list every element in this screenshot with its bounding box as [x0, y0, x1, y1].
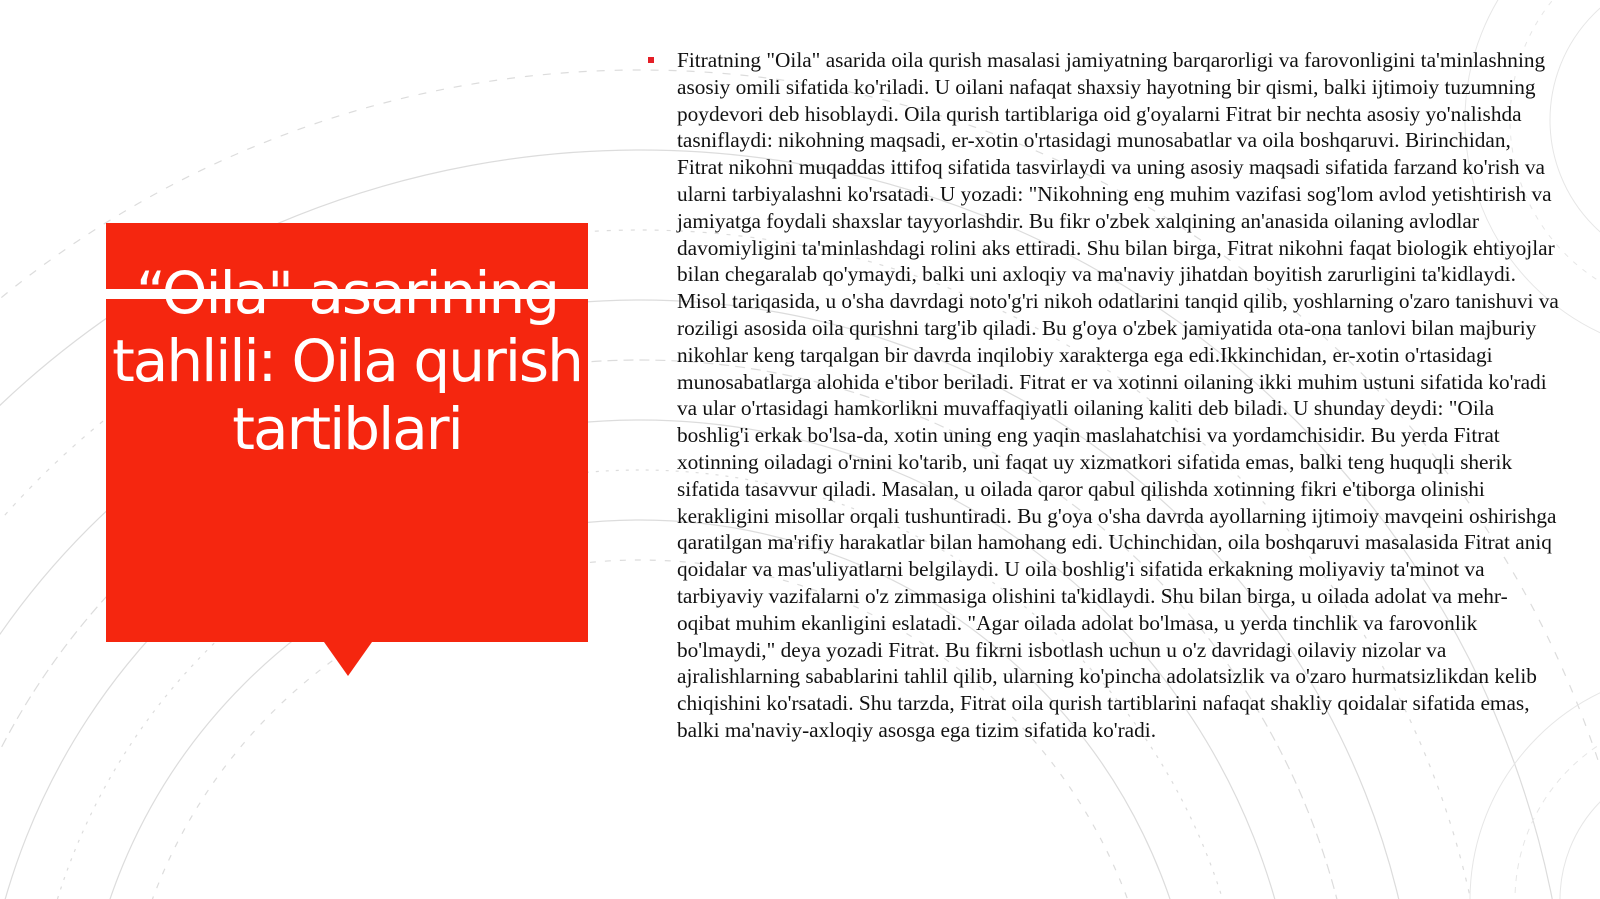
body-paragraph: Fitratning "Oila" asarida oila qurish masalasi jamiyatning barqarorligi va farovonligini ta'minlashning asosiy omili sifatida ko'riladi. U oilani nafaqat shaxsiy hayotning bir qismi, balki ijtimoiy tuzumning poydevori deb hisoblaydi. Oila qurish tartiblariga oid g'oyalarni Fitrat bir nechta asosiy yo'nalishda tasniflaydi: nikohning maqsadi, er-xotin o'rtasidagi munosabatlar va oila boshqaruvi. Birinchidan, Fitrat nikohni muqaddas ittifoq sifatida tasvirlaydi va uning asosiy maqsadi sifatida farzand ko'rish va ularni tarbiyalashni ko'rsatadi. U yozadi: "Nikohning eng muhim vazifasi sog'lom avlod yetishtirish va jamiyatga foydali shaxslar tayyorlashdir. Bu fikr o'zbek xalqining an'anasida oilaning avlodlar davomiyligini ta'minlashdagi rolini aks ettiradi. Shu bilan birga, Fitrat nikohni faqat biologik ehtiyojlar bilan chegaralab qo'ymaydi, balki uni axloqiy va ma'naviy jihatdan boyitish zarurligini ta'kidlaydi. Misol tariqasida, u o'sha davrdagi noto'g'ri nikoh odatlarini tanqid qilib, yoshlarning o'zaro tanishuvi va roziligi asosida oila qurishni targ'ib qiladi. Bu g'oya o'zbek jamiyatida ota-ona tanlovi bilan majburiy nikohlar keng tarqalgan bir davrda inqilobiy xarakterga ega edi.Ikkinchidan, er-xotin o'rtasidagi munosabatlarga alohida e'tibor beriladi. Fitrat er va xotinni oilaning ikki muhim ustuni sifatida ko'radi va ular o'rtasidagi hamkorlikni muvaffaqiyatli oilaning kaliti deb biladi. U shunday deydi: "Oila boshlig'i erkak bo'lsa-da, xotin uning eng yaqin maslahatchisi va yordamchisidir. Bu yerda Fitrat xotinning oiladagi o'rnini ko'tarib, uni faqat uy xizmatkori sifatida emas, balki teng huquqli sherik sifatida tasavvur qiladi. Masalan, u oilada qaror qabul qilishda xotinning fikri e'tiborga olinishi kerakligini misollar orqali tushuntiradi. Bu g'oya o'sha davrda ayollarning ijtimoiy mavqeini oshirishga qaratilgan ma'rifiy harakatlar bilan hamohang edi. Uchinchidan, oila boshqaruvi masalasida Fitrat aniq qoidalar va mas'uliyatlarni belgilaydi. U oila boshlig'i sifatida erkakning moliyaviy ta'minot va tarbiyaviy vazifalarni o'z zimmasiga olishini ta'kidlaydi. Shu bilan birga, u oilada adolat va mehr-oqibat muhim ekanligini eslatadi. "Agar oilada adolat bo'lmasa, u yerda tinchlik va farovonlik bo'lmaydi," deya yozadi Fitrat. Bu fikrni isbotlash uchun u o'z davridagi oilaviy nizolar va ajralishlarning sabablarini tahlil qilib, ularning ko'pincha adolatsizlik va o'zaro hurmatsizlikdan kelib chiqishini ko'rsatadi. Shu tarzda, Fitrat oila qurish tartiblarini nafaqat shakliy qoidalar sifatida emas, balki ma'naviy-axloqiy asosga ega tizim sifatida ko'radi. — [677, 48, 1559, 742]
title-card-pointer — [324, 642, 372, 676]
content-area — [648, 47, 1560, 744]
square-bullet-icon — [648, 57, 654, 63]
slide-title: “Oila" asarining tahlili: Oila qurish tartiblari — [112, 259, 582, 463]
title-card — [106, 223, 588, 642]
